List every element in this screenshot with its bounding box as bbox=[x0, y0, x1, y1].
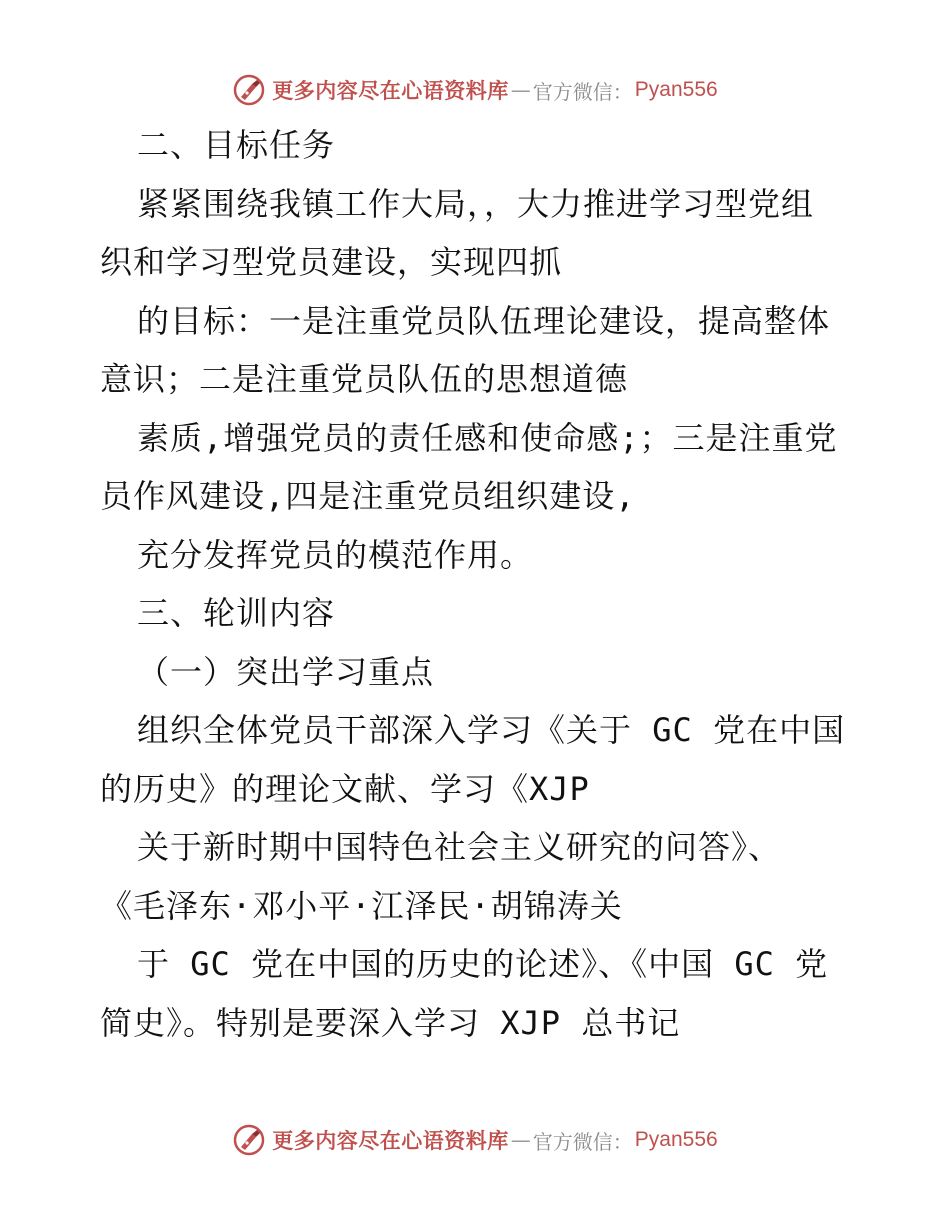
paragraph-line: 紧紧围绕我镇工作大局，，大力推进学习型党组 bbox=[137, 184, 815, 223]
paragraph-line: 意识；二是注重党员队伍的思想道德 bbox=[100, 360, 629, 398]
paragraph-line: 素质,增强党员的责任感和使命感;；三是注重党 bbox=[137, 418, 838, 457]
watermark-id: Pyan556 bbox=[634, 1128, 718, 1151]
paragraph-line: 关于新时期中国特色社会主义研究的问答》、 bbox=[137, 828, 782, 866]
pen-nib-logo-icon bbox=[232, 1123, 266, 1157]
paragraph-line: 的目标：一是注重党员队伍理论建设，提高整体 bbox=[137, 301, 831, 340]
paragraph-line: 《毛泽东·邓小平·江泽民·胡锦涛关 bbox=[100, 886, 623, 925]
watermark-label: 官方微信： bbox=[532, 79, 633, 104]
paragraph-line: 组织全体党员干部深入学习《关于 GC 党在中国 bbox=[137, 711, 846, 749]
section-heading: 二、目标任务 bbox=[137, 126, 336, 164]
watermark-dash: — bbox=[510, 78, 531, 102]
paragraph-line: 的历史》的理论文献、学习《XJP bbox=[100, 769, 590, 808]
watermark-dash: — bbox=[510, 1128, 531, 1152]
pen-nib-logo-icon bbox=[232, 73, 266, 107]
watermark-label: 官方微信： bbox=[532, 1129, 633, 1154]
paragraph-line: 员作风建设,四是注重党员组织建设, bbox=[100, 477, 636, 515]
paragraph-line: 于 GC 党在中国的历史的论述》、《中国 GC 党 bbox=[137, 945, 829, 983]
paragraph-line: 简史》。特别是要深入学习 XJP 总书记 bbox=[100, 1003, 681, 1042]
paragraph-line: 充分发挥党员的模范作用。 bbox=[137, 535, 534, 574]
watermark-footer bbox=[0, 1120, 950, 1160]
watermark-id: Pyan556 bbox=[634, 78, 718, 101]
document-body bbox=[100, 116, 860, 1052]
paragraph-line: 织和学习型党员建设，实现四抓 bbox=[100, 243, 563, 281]
subsection-heading: （一）突出学习重点 bbox=[137, 652, 435, 691]
watermark-header bbox=[0, 70, 950, 110]
watermark-brand: 更多内容尽在心语资料库 bbox=[272, 1128, 509, 1153]
watermark-brand: 更多内容尽在心语资料库 bbox=[272, 78, 509, 103]
section-heading: 三、轮训内容 bbox=[137, 594, 336, 632]
